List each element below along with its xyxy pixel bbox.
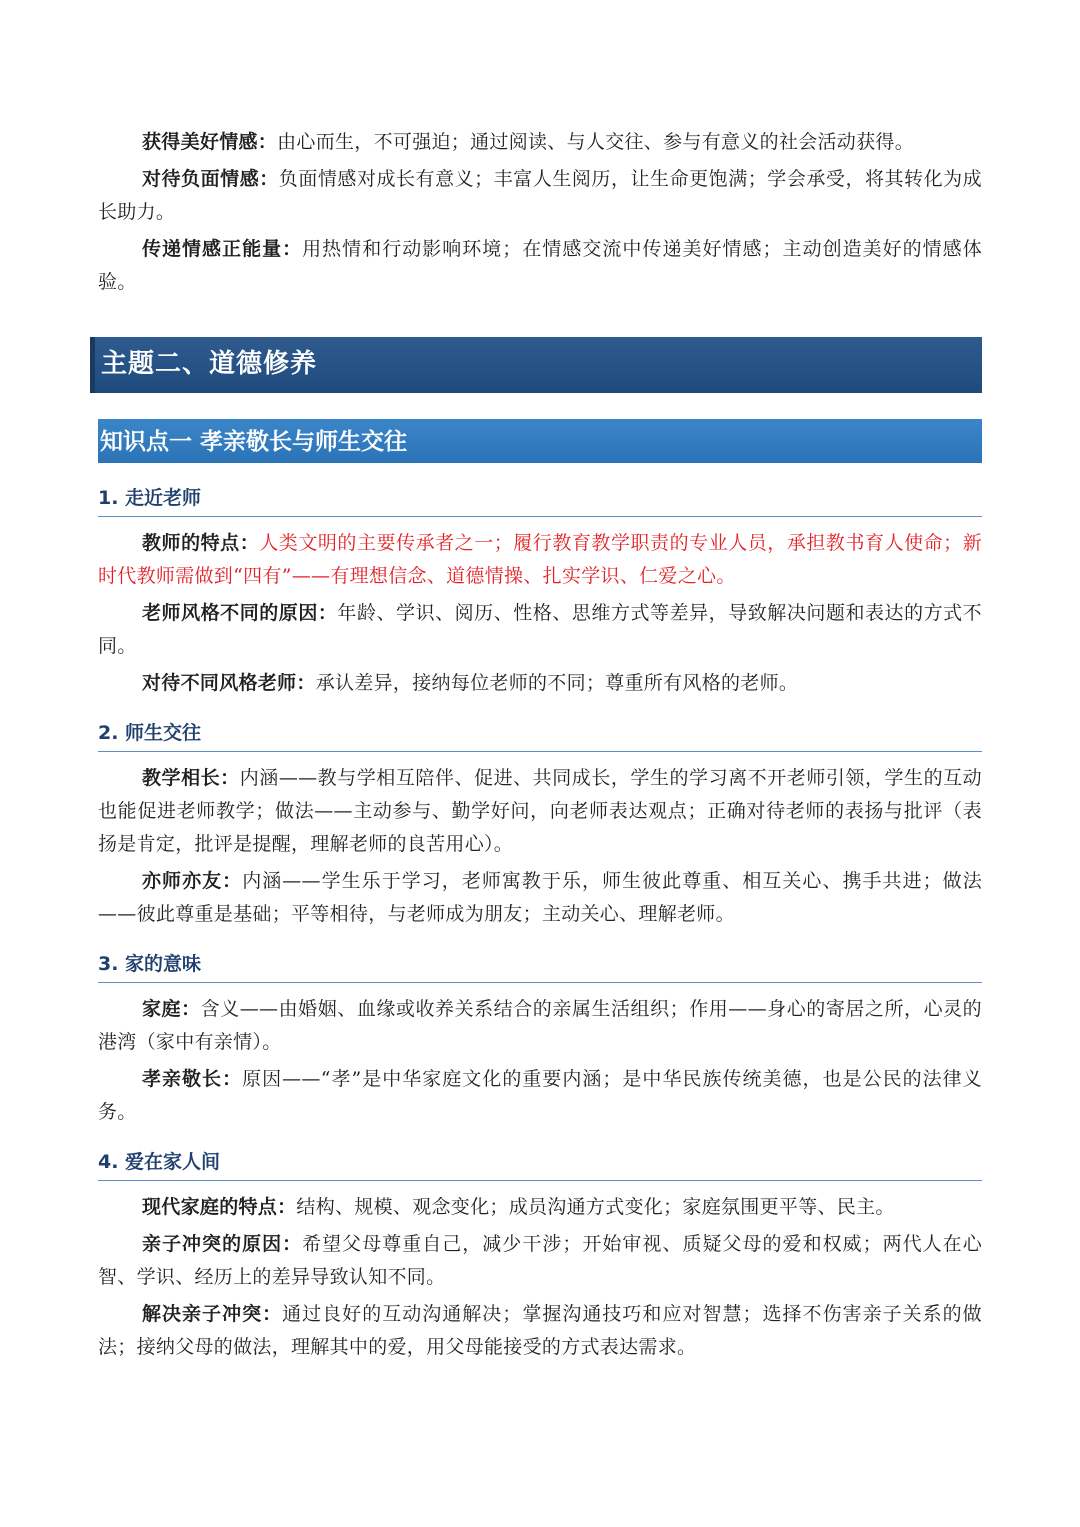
term-label: 传递情感正能量：	[142, 238, 303, 260]
term-label: 解决亲子冲突：	[142, 1303, 283, 1325]
term-label: 家庭：	[142, 998, 201, 1020]
term-label: 教师的特点：	[142, 532, 260, 554]
paragraph-text: 希望父母尊重自己，减少干涉；开始审视、质疑父母的爱和权威；两代人在心智、学识、经历上的差异导致认知不同。	[98, 1233, 982, 1288]
paragraph-text: 含义——由婚姻、血缘或收养关系结合的亲属生活组织；作用——身心的寄居之所，心灵的港湾（家中有亲情）。	[98, 998, 982, 1053]
paragraph-text: 承认差异，接纳每位老师的不同；尊重所有风格的老师。	[315, 672, 799, 694]
intro-paragraph-1	[98, 126, 982, 159]
paragraph-text: 原因——“孝”是中华家庭文化的重要内涵；是中华民族传统美德，也是公民的法律义务。	[98, 1068, 982, 1123]
section-paragraph	[98, 1191, 982, 1224]
section-paragraph	[98, 667, 982, 700]
section-heading: 2. 师生交往	[98, 718, 982, 752]
term-label: 亦师亦友：	[142, 870, 243, 892]
term-label: 对待负面情感：	[142, 168, 279, 190]
section-heading: 3. 家的意味	[98, 949, 982, 983]
term-label: 获得美好情感：	[142, 131, 278, 153]
term-label: 孝亲敬长：	[142, 1068, 243, 1090]
paragraph-text: 年龄、学识、阅历、性格、思维方式等差异，导致解决问题和表达的方式不同。	[98, 602, 982, 657]
term-label: 老师风格不同的原因：	[142, 602, 338, 624]
paragraph-text: 内涵——教与学相互陪伴、促进、共同成长，学生的学习离不开老师引领，学生的互动也能促进老师教学；做法——主动参与、勤学好问，向老师表达观点；正确对待老师的表扬与批评（表扬是肯定，批评是提醒，理解老师的良苦用心）。	[98, 767, 982, 855]
section-paragraph	[98, 597, 982, 663]
term-label: 亲子冲突的原因：	[142, 1233, 303, 1255]
section-paragraph	[98, 1063, 982, 1129]
paragraph-text: 由心而生，不可强迫；通过阅读、与人交往、参与有意义的社会活动获得。	[277, 131, 915, 153]
section-paragraph	[98, 865, 982, 931]
knowledge-point-title: 知识点一 孝亲敬长与师生交往	[100, 429, 408, 455]
section-paragraph	[98, 1228, 982, 1294]
paragraph-text: 结构、规模、观念变化；成员沟通方式变化；家庭氛围更平等、民主。	[296, 1196, 895, 1218]
term-label: 现代家庭的特点：	[142, 1196, 297, 1218]
section-paragraph	[98, 1298, 982, 1364]
document-page	[98, 126, 982, 1368]
section-paragraph	[98, 527, 982, 593]
paragraph-text: 通过良好的互动沟通解决；掌握沟通技巧和应对智慧；选择不伤害亲子关系的做法；接纳父母的做法，理解其中的爱，用父母能接受的方式表达需求。	[98, 1303, 982, 1358]
intro-paragraph-3	[98, 233, 982, 299]
section-heading: 4. 爱在家人间	[98, 1147, 982, 1181]
theme-title: 主题二、道德修养	[101, 349, 318, 379]
section-paragraph	[98, 993, 982, 1059]
section-paragraph	[98, 762, 982, 861]
section-heading: 1. 走近老师	[98, 483, 982, 517]
highlighted-text: 人类文明的主要传承者之一；履行教育教学职责的专业人员，承担教书育人使命；新时代教师需做到“四有”——有理想信念、道德情操、扎实学识、仁爱之心。	[98, 532, 982, 587]
knowledge-point-heading-bar	[98, 419, 982, 463]
paragraph-text: 内涵——学生乐于学习，老师寓教于乐，师生彼此尊重、相互关心、携手共进；做法——彼此尊重是基础；平等相待，与老师成为朋友；主动关心、理解老师。	[98, 870, 982, 925]
term-label: 教学相长：	[142, 767, 240, 789]
theme-heading-bar	[90, 337, 982, 393]
intro-paragraph-2	[98, 163, 982, 229]
paragraph-text: 用热情和行动影响环境；在情感交流中传递美好情感；主动创造美好的情感体验。	[98, 238, 982, 293]
paragraph-text: 负面情感对成长有意义；丰富人生阅历，让生命更饱满；学会承受，将其转化为成长助力。	[98, 168, 982, 223]
term-label: 对待不同风格老师：	[142, 672, 316, 694]
